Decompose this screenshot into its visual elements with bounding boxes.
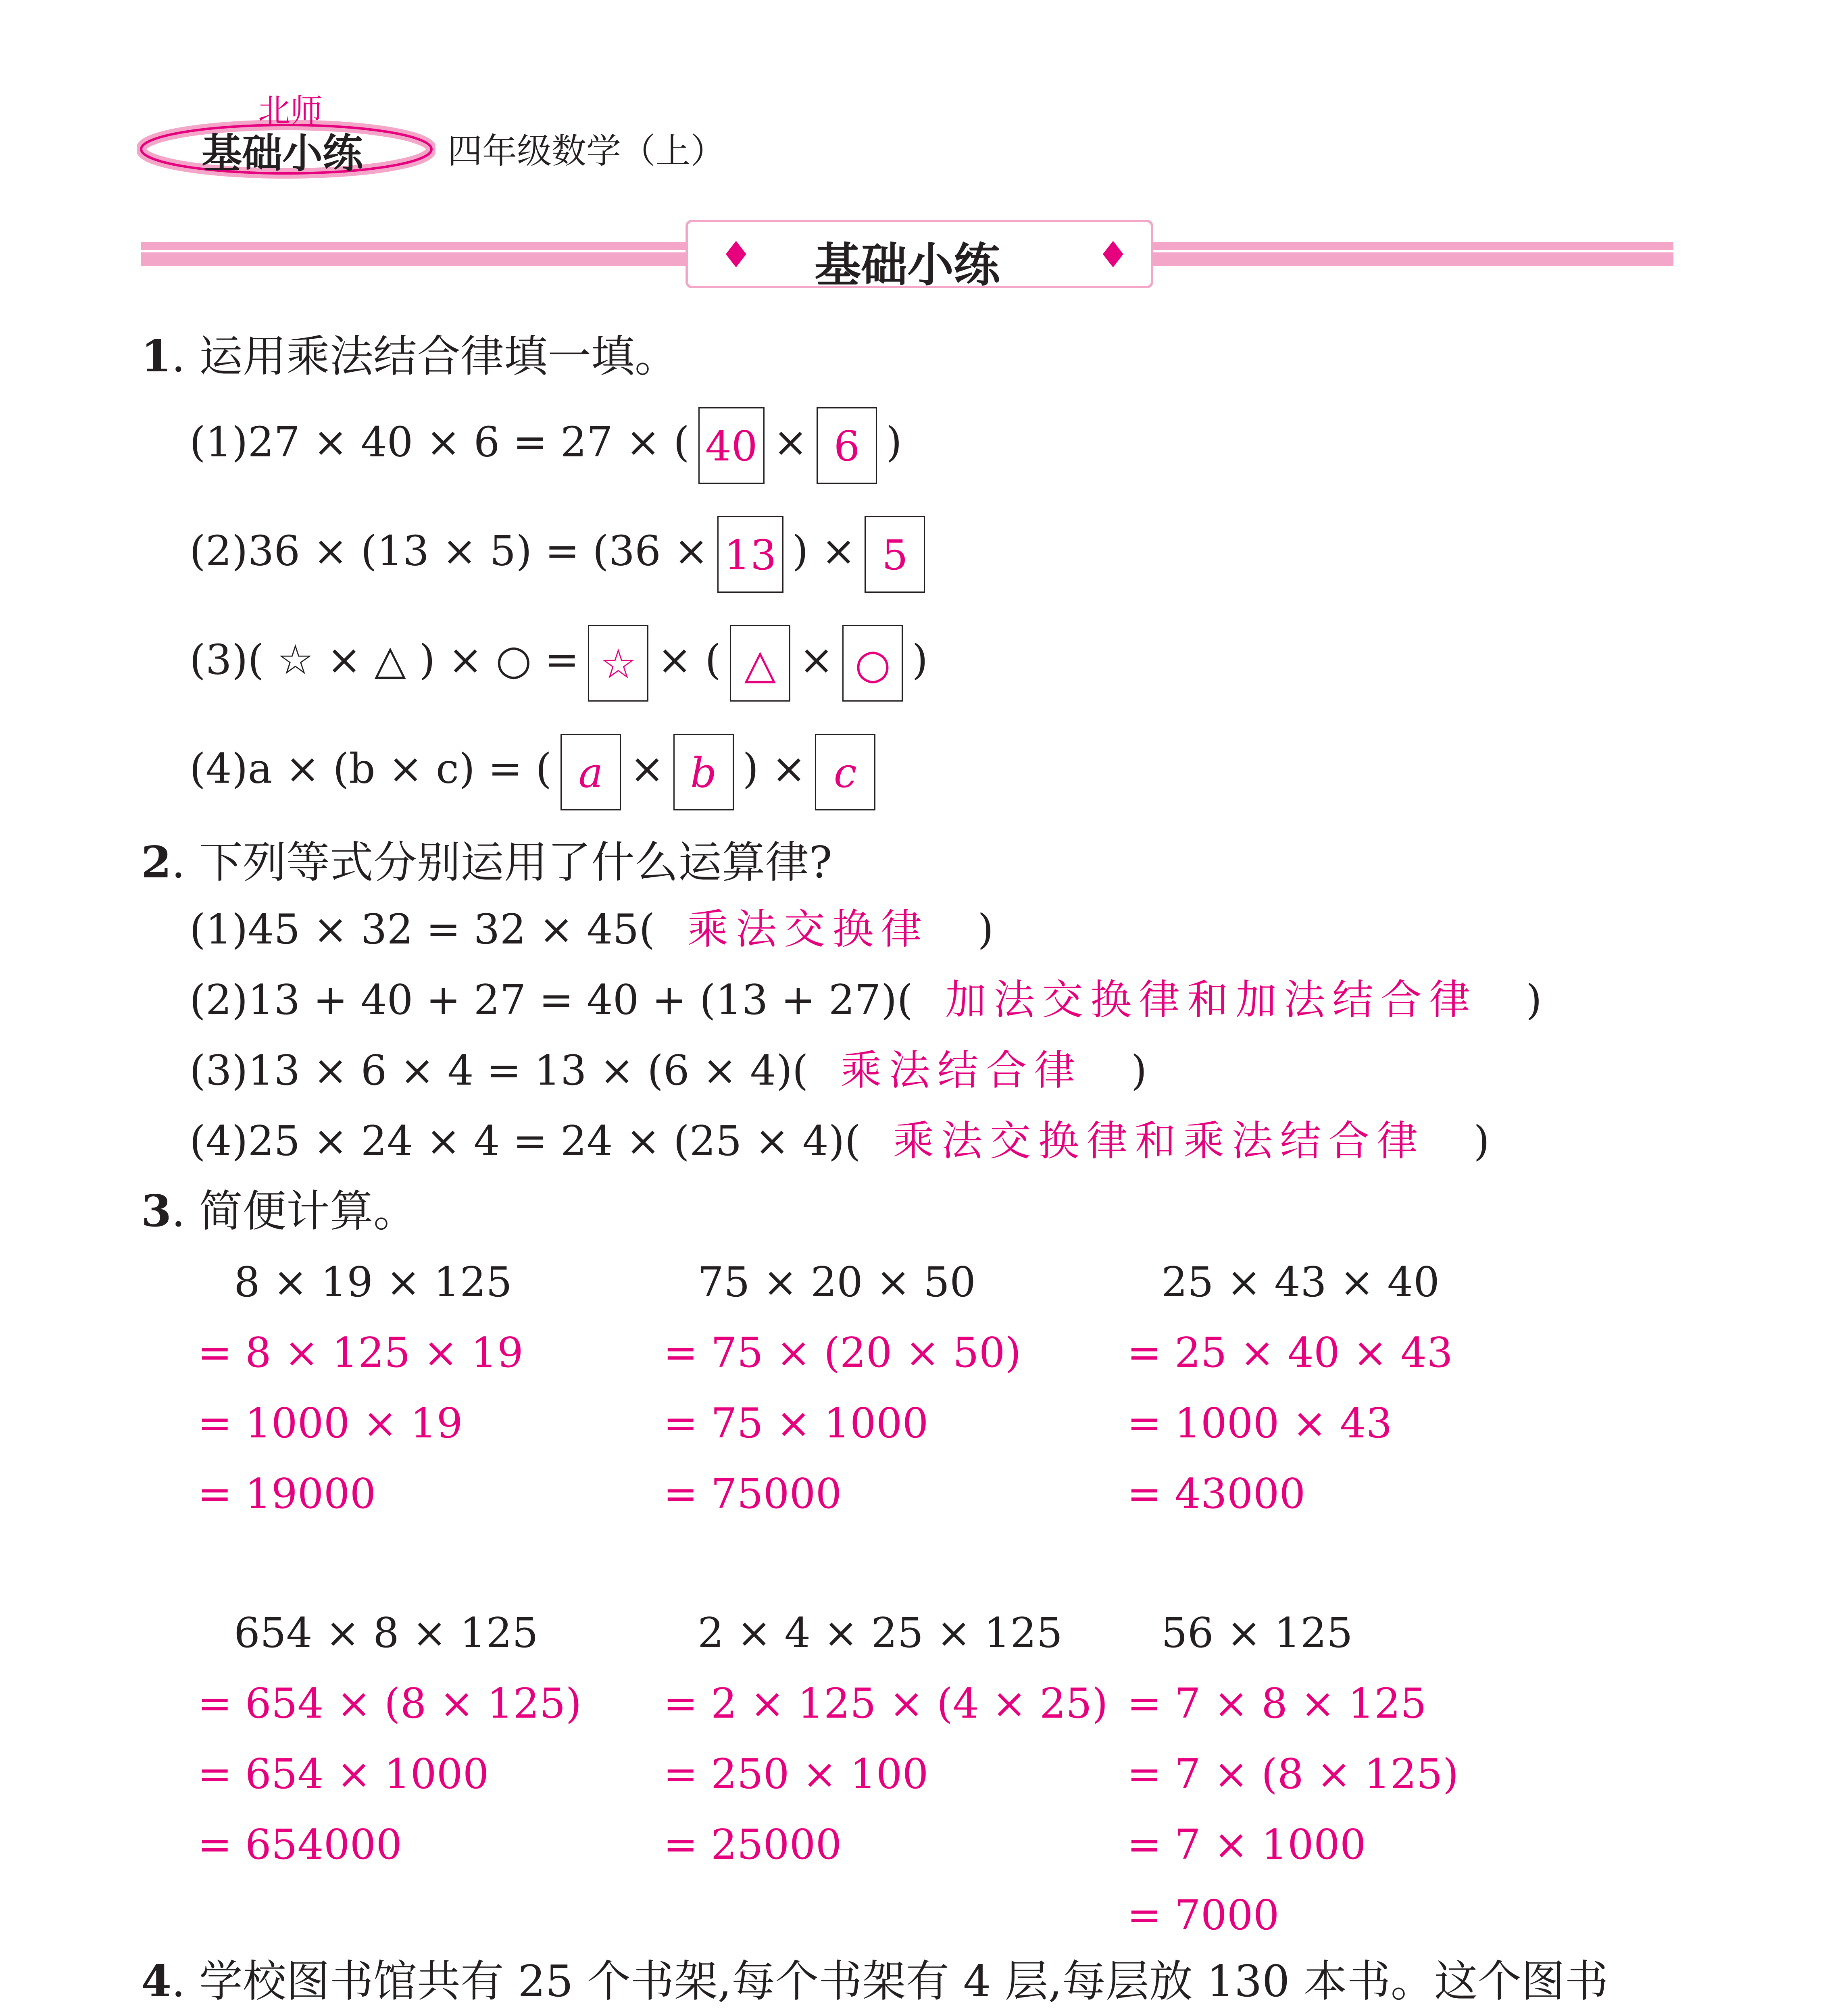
q3-step[interactable]: = 654 × (8 × 125) xyxy=(198,1680,582,1728)
q3-step[interactable]: = 8 × 125 × 19 xyxy=(198,1329,523,1377)
q1-item-3-box-1[interactable]: ☆ xyxy=(588,625,648,702)
q1-item-4 xyxy=(190,734,884,810)
q2-item-1-close: ) xyxy=(977,906,994,954)
question-4-title xyxy=(141,1956,1608,2007)
q1-item-4-box-2[interactable]: b xyxy=(673,734,734,810)
q3-step[interactable]: = 7 × 8 × 125 xyxy=(1127,1680,1427,1728)
question-4-text-line-1: . 学校图书馆共有 25 个书架,每个书架有 4 层,每层放 130 本书。这个图书 xyxy=(171,1956,1608,2007)
q3-problem-1: 8 × 19 × 125 xyxy=(234,1258,512,1306)
q2-item-2-equation: (2)13 + 40 + 27 = 40 + (13 + 27)( xyxy=(190,976,913,1024)
q2-item-2 xyxy=(190,976,1542,1024)
q3-step[interactable]: = 25000 xyxy=(663,1821,842,1869)
q1-item-1-box-2[interactable]: 6 xyxy=(817,407,877,484)
q2-item-3-close: ) xyxy=(1131,1047,1147,1095)
diamond-right-icon: ♦ xyxy=(1097,234,1129,276)
q1-item-4-box-1[interactable]: a xyxy=(560,734,621,810)
q3-step[interactable]: = 250 × 100 xyxy=(663,1750,929,1798)
q1-item-4-mid-2: ) × xyxy=(742,745,806,793)
q3-step[interactable]: = 25 × 40 × 43 xyxy=(1127,1329,1453,1377)
q1-item-2-box-1[interactable]: 13 xyxy=(717,516,783,593)
q1-item-2 xyxy=(190,516,934,593)
q1-item-1 xyxy=(190,407,902,484)
q2-item-4 xyxy=(190,1117,1490,1165)
q1-item-1-box-1[interactable]: 40 xyxy=(698,407,765,484)
q1-item-1-suffix: ) xyxy=(886,418,902,467)
q2-item-4-equation: (4)25 × 24 × 4 = 24 × (25 × 4)( xyxy=(190,1117,861,1165)
q3-problem-3: 25 × 43 × 40 xyxy=(1161,1258,1440,1306)
q1-item-4-mid-1: × xyxy=(630,745,665,793)
q2-item-4-answer[interactable]: 乘法交换律和乘法结合律 xyxy=(893,1117,1425,1165)
question-2-title xyxy=(141,837,832,888)
q3-step[interactable]: = 1000 × 43 xyxy=(1127,1400,1392,1447)
question-1-number: 1 xyxy=(141,331,172,382)
q2-item-1 xyxy=(190,906,994,954)
q1-item-3-box-3[interactable]: ○ xyxy=(842,625,903,702)
q1-item-3-mid-1: × ( xyxy=(657,636,721,684)
q1-item-3 xyxy=(190,625,928,702)
q3-step[interactable]: = 7 × (8 × 125) xyxy=(1127,1750,1459,1798)
q2-item-2-answer[interactable]: 加法交换律和加法结合律 xyxy=(945,976,1478,1024)
grade-label: 四年级数学（上） xyxy=(448,131,725,171)
q3-problem-2: 75 × 20 × 50 xyxy=(698,1258,976,1306)
q1-item-4-prefix: (4)a × (b × c) = ( xyxy=(190,745,552,793)
q3-step[interactable]: = 2 × 125 × (4 × 25) xyxy=(663,1680,1108,1728)
q3-step[interactable]: = 43000 xyxy=(1127,1470,1306,1518)
q2-item-1-equation: (1)45 × 32 = 32 × 45( xyxy=(190,906,655,954)
q1-item-3-prefix: (3)( ☆ × △ ) × ○ = xyxy=(190,636,579,684)
question-1-text: . 运用乘法结合律填一填。 xyxy=(171,331,678,382)
q2-item-3 xyxy=(190,1047,1147,1095)
q3-step[interactable]: = 654 × 1000 xyxy=(198,1750,489,1798)
q3-problem-5: 2 × 4 × 25 × 125 xyxy=(698,1609,1063,1657)
question-3-title xyxy=(141,1186,417,1237)
question-3-text: . 简便计算。 xyxy=(171,1186,417,1237)
question-2-text: . 下列等式分别运用了什么运算律? xyxy=(171,837,832,888)
question-4-number: 4 xyxy=(141,1956,172,2007)
q3-step[interactable]: = 654000 xyxy=(198,1821,402,1869)
q1-item-2-mid: ) × xyxy=(792,527,856,575)
q2-item-3-equation: (3)13 × 6 × 4 = 13 × (6 × 4)( xyxy=(190,1047,808,1095)
q1-item-2-prefix: (2)36 × (13 × 5) = (36 × xyxy=(190,527,708,575)
diamond-left-icon: ♦ xyxy=(720,234,752,276)
q1-item-4-box-3[interactable]: c xyxy=(815,734,875,810)
question-2-number: 2 xyxy=(141,837,172,888)
q3-step[interactable]: = 19000 xyxy=(198,1470,376,1518)
q2-item-2-close: ) xyxy=(1526,976,1542,1024)
q1-item-2-box-2[interactable]: 5 xyxy=(865,516,925,593)
q1-item-1-prefix: (1)27 × 40 × 6 = 27 × ( xyxy=(190,418,690,467)
q3-problem-6: 56 × 125 xyxy=(1161,1609,1353,1657)
q1-item-1-mid: × xyxy=(773,418,808,467)
q2-item-1-answer[interactable]: 乘法交换律 xyxy=(687,906,929,954)
question-1-title xyxy=(141,331,678,382)
q1-item-3-mid-2: × xyxy=(799,636,834,684)
q3-step[interactable]: = 75 × 1000 xyxy=(663,1400,929,1447)
q3-step[interactable]: = 7000 xyxy=(1127,1891,1279,1939)
q3-step[interactable]: = 7 × 1000 xyxy=(1127,1821,1366,1869)
q3-step[interactable]: = 1000 × 19 xyxy=(198,1400,463,1447)
q1-item-3-suffix: ) xyxy=(912,636,928,684)
question-3-number: 3 xyxy=(141,1186,172,1237)
brand-top-text: 北师 xyxy=(258,92,323,129)
q3-problem-4: 654 × 8 × 125 xyxy=(234,1609,538,1657)
q3-step[interactable]: = 75 × (20 × 50) xyxy=(663,1329,1021,1377)
q1-item-3-box-2[interactable]: △ xyxy=(730,625,790,702)
brand-main-text: 基础小练 xyxy=(202,130,363,177)
q2-item-4-close: ) xyxy=(1473,1117,1490,1165)
section-title: 基础小练 xyxy=(815,238,1000,292)
q2-item-3-answer[interactable]: 乘法结合律 xyxy=(840,1047,1083,1095)
q3-step[interactable]: = 75000 xyxy=(663,1470,842,1518)
